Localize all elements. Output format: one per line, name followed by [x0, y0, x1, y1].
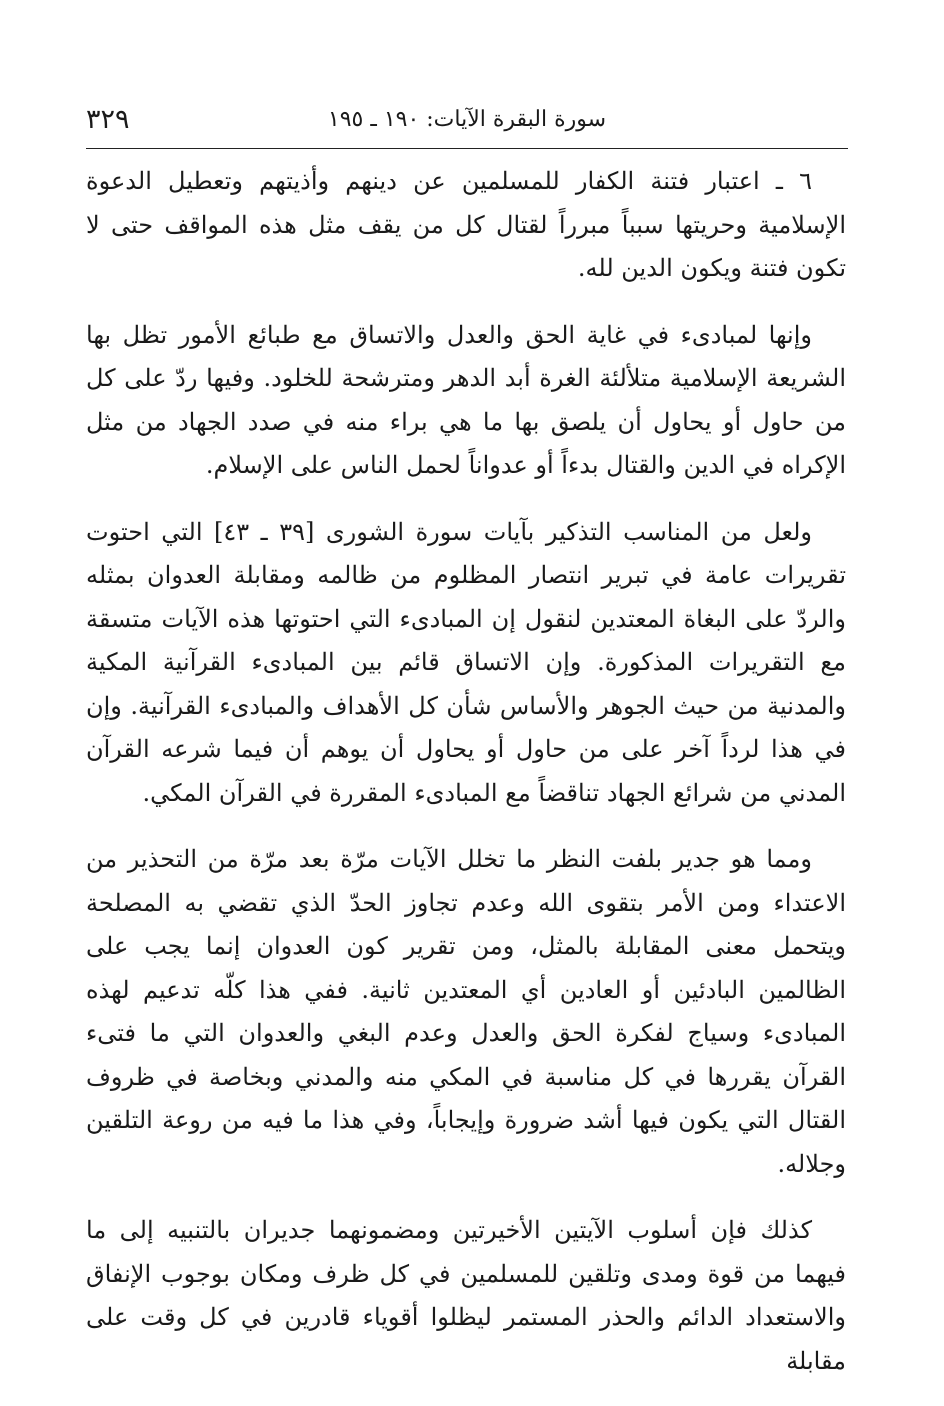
- paragraph: وإنها لمبادىء في غاية الحق والعدل والاتساق مع طبائع الأمور تظل بها الشريعة الإسلامية متلألئة الغرة أبد الدهر ومترشحة للخلود. وفيها ردّ على كل من حاول أو يحاول أن يلصق بها ما هي براء منه في صدد الجهاد من مثل الإكراه في الدين والقتال بدءاً أو عدواناً لحمل الناس على الإسلام.: [86, 320, 846, 479]
- page-number: ٣٢٩: [86, 104, 130, 135]
- page-header: [86, 100, 848, 142]
- body-text: [86, 160, 846, 1406]
- running-title: سورة البقرة الآيات: ١٩٠ ـ ١٩٥: [327, 107, 607, 132]
- paragraph: ٦ ـ اعتبار فتنة الكفار للمسلمين عن دينهم وأذيتهم وتعطيل الدعوة الإسلامية وحريتها سبباً مبرراً لقتال كل من يقف مثل هذه المواقف حتى لا تكون فتنة ويكون الدين لله.: [86, 167, 846, 282]
- paragraph: ومما هو جدير بلفت النظر ما تخلل الآيات مرّة بعد مرّة من التحذير من الاعتداء ومن الأمر بتقوى الله وعدم تجاوز الحدّ الذي تقضي به المصلحة ويتحمل معنى المقابلة بالمثل، ومن تقرير كون العدوان إنما يجب على الظالمين البادئين أو العادين أي المعتدين ثانية. ففي هذا كلّه تدعيم لهذه المبادىء وسياج لفكرة الحق والعدل وعدم البغي والعدوان التي ما فتىء القرآن يقررها في كل مناسبة في المكي منه والمدني وبخاصة في ظروف القتال التي يكون فيها أشد ضرورة وإيجاباً، وفي هذا ما فيه من روعة التلقين وجلاله.: [86, 845, 846, 1178]
- paragraph: كذلك فإن أسلوب الآيتين الأخيرتين ومضمونهما جديران بالتنبيه إلى ما فيهما من قوة ومدى وتلقين للمسلمين في كل ظرف ومكان بوجوب الإنفاق والاستعداد الدائم والحذر المستمر ليظلوا أقوياء قادرين في كل وقت على مقابلة: [86, 1216, 846, 1375]
- paragraph: ولعل من المناسب التذكير بآيات سورة الشورى [٣٩ ـ ٤٣] التي احتوت تقريرات عامة في تبرير انتصار المظلوم من ظالمه ومقابلة العدوان بمثله والردّ على البغاة المعتدين لنقول إن المبادىء التي احتوتها هذه الآيات متسقة مع التقريرات المذكورة. وإن الاتساق قائم بين المبادىء القرآنية المكية والمدنية من حيث الجوهر والأساس شأن كل الأهداف والمبادىء القرآنية. وإن في هذا لرداً آخر على من حاول أو يحاول أن يوهم أن فيما شرعه القرآن المدني من شرائع الجهاد تناقضاً مع المبادىء المقررة في القرآن المكي.: [86, 517, 846, 807]
- header-rule: [86, 148, 848, 149]
